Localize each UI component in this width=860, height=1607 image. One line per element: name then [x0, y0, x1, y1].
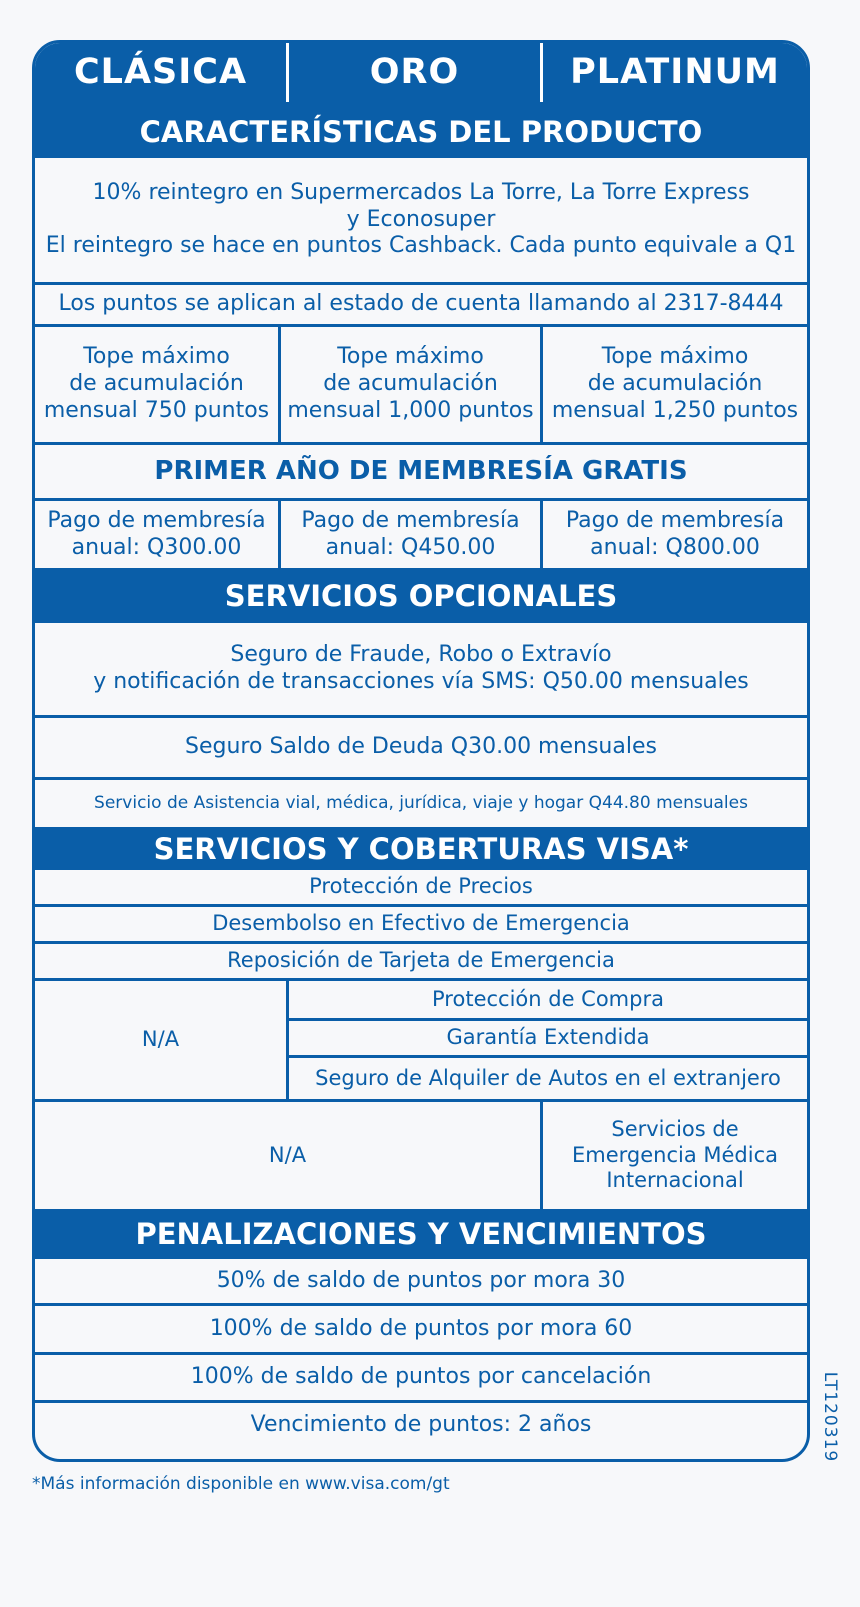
emergencia-row — [35, 1102, 807, 1209]
tope-oro — [281, 327, 543, 442]
tope-label-2: de acumulación — [587, 371, 763, 397]
proteccion-precios-row — [35, 870, 807, 907]
compra-group — [289, 981, 807, 1099]
reintegro-row — [35, 158, 807, 285]
membresia-value-clasica: anual: Q300.00 — [71, 534, 242, 560]
reintegro-line-2: y Econosuper — [346, 206, 496, 232]
membresia-label: Pago de membresía — [47, 507, 266, 533]
emergencia-line-2: Emergencia Médica — [571, 1142, 778, 1167]
tier-oro: ORO — [289, 43, 543, 102]
reposicion-row — [35, 944, 807, 981]
fraude-text — [35, 623, 807, 715]
penalizaciones-title: PENALIZACIONES Y VENCIMIENTOS — [35, 1209, 807, 1259]
tope-label-2: de acumulación — [323, 371, 498, 397]
emergencia-medica-text — [543, 1102, 807, 1209]
emergencia-line-3: Internacional — [606, 1168, 744, 1193]
garantia-text: Garantía Extendida — [289, 1021, 807, 1058]
fraude-line-1: Seguro de Fraude, Robo o Extravío — [230, 642, 612, 668]
tope-label-1: Tope máximo — [337, 344, 484, 370]
reintegro-line-1: 10% reintegro en Supermercados La Torre, La Torre Express — [92, 179, 750, 205]
comparison-card — [32, 40, 810, 1462]
puntos-aplican-text: Los puntos se aplican al estado de cuenta llamando al 2317-8444 — [58, 291, 784, 317]
emergencia-line-1: Servicios de — [611, 1117, 739, 1142]
membresia-value-oro: anual: Q450.00 — [325, 534, 496, 560]
tier-platinum: PLATINUM — [570, 52, 780, 93]
opcionales-title: SERVICIOS OPCIONALES — [35, 568, 807, 623]
alquiler-autos-text: Seguro de Alquiler de Autos en el extranjero — [315, 1065, 781, 1090]
na-clasica-text: N/A — [35, 981, 289, 1099]
fraude-line-2: y notificación de transacciones vía SMS: Q50.00 mensuales — [93, 669, 749, 694]
membresia-value-platinum: anual: Q800.00 — [590, 534, 760, 560]
reintegro-line-3: El reintegro se hace en puntos Cashback. Cada punto equivale a Q1 — [45, 233, 797, 259]
reintegro-text — [35, 158, 807, 282]
desembolso-row — [35, 907, 807, 944]
saldo-deuda-text: Seguro Saldo de Deuda Q30.00 mensuales — [185, 734, 657, 760]
desembolso-text: Desembolso en Efectivo de Emergencia — [212, 911, 630, 936]
membresia-title-row — [35, 445, 807, 501]
tope-value-oro: mensual 1,000 puntos — [287, 397, 534, 423]
side-code — [822, 1372, 838, 1462]
membresia-platinum — [543, 501, 807, 568]
na-clasica-oro-text: N/A — [35, 1102, 543, 1209]
mora60-row — [35, 1306, 807, 1355]
vencimiento-text: Vencimiento de puntos: 2 años — [250, 1411, 592, 1437]
mora60-text: 100% de saldo de puntos por mora 60 — [209, 1315, 633, 1341]
cancelacion-text: 100% de saldo de puntos por cancelación — [190, 1364, 652, 1390]
tope-value-platinum: mensual 1,250 puntos — [551, 397, 799, 423]
tope-label-1: Tope máximo — [601, 344, 749, 370]
proteccion-precios-text: Protección de Precios — [309, 874, 533, 899]
footnote: *Más información disponible en www.visa.com/gt — [32, 1474, 450, 1494]
membresia-label: Pago de membresía — [301, 507, 520, 533]
side-code-text: LT120319 — [820, 1371, 840, 1463]
caracteristicas-title: CARACTERÍSTICAS DEL PRODUCTO — [35, 105, 807, 158]
tope-row — [35, 327, 807, 445]
tope-label-2: de acumulación — [69, 371, 244, 397]
membresia-label: Pago de membresía — [565, 507, 785, 533]
tope-clasica — [35, 327, 281, 442]
tope-platinum — [543, 327, 807, 442]
puntos-aplican-row — [35, 285, 807, 327]
tope-label-1: Tope máximo — [83, 344, 230, 370]
mora30-row — [35, 1259, 807, 1306]
vencimiento-row — [35, 1403, 807, 1447]
fraude-row — [35, 623, 807, 718]
reposicion-text: Reposición de Tarjeta de Emergencia — [227, 948, 615, 973]
proteccion-compra-text: Protección de Compra — [289, 981, 807, 1021]
membresia-oro — [281, 501, 543, 568]
membresia-row — [35, 501, 807, 568]
membresia-clasica — [35, 501, 281, 568]
asistencia-text: Servicio de Asistencia vial, médica, jurídica, viaje y hogar Q44.80 mensuales — [94, 793, 748, 814]
saldo-deuda-row — [35, 718, 807, 780]
visa-title: SERVICIOS Y COBERTURAS VISA* — [35, 827, 807, 870]
cancelacion-row — [35, 1355, 807, 1403]
tier-header-row — [35, 43, 807, 105]
tier-clasica: CLÁSICA — [35, 43, 289, 102]
tope-value-clasica: mensual 750 puntos — [43, 397, 270, 423]
compra-group-row — [35, 981, 807, 1102]
mora30-text: 50% de saldo de puntos por mora 30 — [216, 1267, 626, 1293]
membresia-title: PRIMER AÑO DE MEMBRESÍA GRATIS — [154, 455, 688, 486]
comparison-table — [35, 43, 807, 1447]
asistencia-row — [35, 780, 807, 827]
